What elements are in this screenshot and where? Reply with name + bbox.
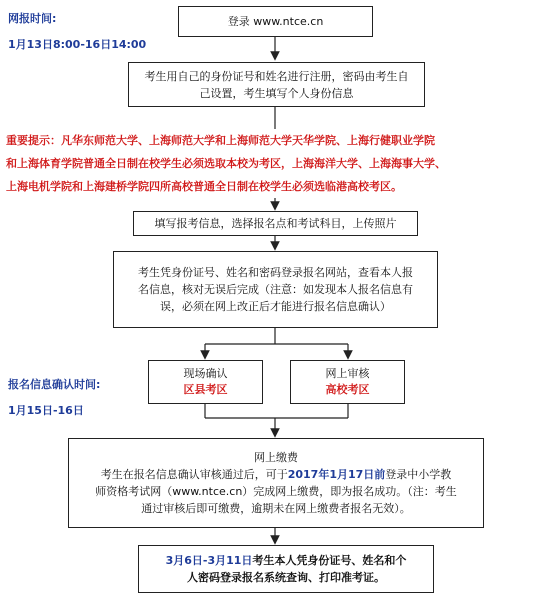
final-line1 <box>166 552 407 569</box>
payment-line2: 师资格考试网（www.ntce.cn）完成网上缴费，即为报名成功。（注：考生 <box>95 485 457 498</box>
important-notice <box>6 129 552 198</box>
onsite-confirm-box <box>148 360 263 404</box>
confirm-time-label: 报名信息确认时间: <box>8 378 101 391</box>
onsite-confirm-label: 现场确认 <box>183 367 228 380</box>
step-check-info-box <box>113 251 438 328</box>
payment-line3: 通过审核后即可缴费，逾期未在网上缴费者报名无效）。 <box>141 502 411 515</box>
payment-deadline: 2017年1月17日前 <box>287 468 386 481</box>
print-ticket-box <box>138 545 434 593</box>
step-register-line1: 考生用自己的身份证号和姓名进行注册，密码由考生自 <box>144 69 409 83</box>
payment-line1 <box>101 466 452 483</box>
step-fill-info-box <box>133 211 418 236</box>
university-exam-area: 高校考区 <box>325 383 370 396</box>
step-check-line2: 名信息，核对无误后完成（注意：如发现本人报名信息有 <box>138 283 413 296</box>
district-exam-area: 区县考区 <box>183 383 228 396</box>
step-fill-info-text: 填写报考信息，选择报名点和考试科目，上传照片 <box>154 216 397 230</box>
payment-title: 网上缴费 <box>254 451 298 464</box>
notice-line-3: 上海电机学院和上海建桥学院四所高校普通全日制在校学生必须选临港高校考区。 <box>6 180 402 193</box>
payment-line1-a: 考生在报名信息确认审核通过后，可于 <box>100 468 288 481</box>
final-line2: 人密码登录报名系统查询、打印准考证。 <box>187 571 385 584</box>
step-login-box <box>178 6 373 37</box>
notice-line-1: 重要提示：凡华东师范大学、上海师范大学和上海师范大学天华学院、上海行健职业学院 <box>6 134 435 147</box>
step-login-text: 登录 www.ntce.cn <box>227 14 324 28</box>
final-line1-text: 考生本人凭身份证号、姓名和个 <box>252 554 407 567</box>
confirm-time-value: 1月15日-16日 <box>8 404 84 417</box>
reg-time-label: 网报时间: <box>8 12 57 25</box>
online-review-box <box>290 360 405 404</box>
step-check-line1: 考生凭身份证号、姓名和密码登录报名网站，查看本人报 <box>138 266 413 279</box>
step-register-box <box>128 62 425 107</box>
step-register-line2: 己设置，考生填写个人身份信息 <box>199 86 354 100</box>
payment-line1-c: 登录中小学教 <box>385 468 452 481</box>
online-review-label: 网上审核 <box>325 367 370 380</box>
online-payment-box <box>68 438 484 528</box>
reg-time-value: 1月13日8:00-16日14:00 <box>8 38 147 51</box>
notice-line-2: 和上海体育学院普通全日制在校学生必须选取本校为考区，上海海洋大学、上海海事大学、 <box>6 157 446 170</box>
step-check-line3: 误，必须在网上改正后才能进行报名信息确认） <box>160 300 391 313</box>
final-date-range: 3月6日-3月11日 <box>165 554 253 567</box>
